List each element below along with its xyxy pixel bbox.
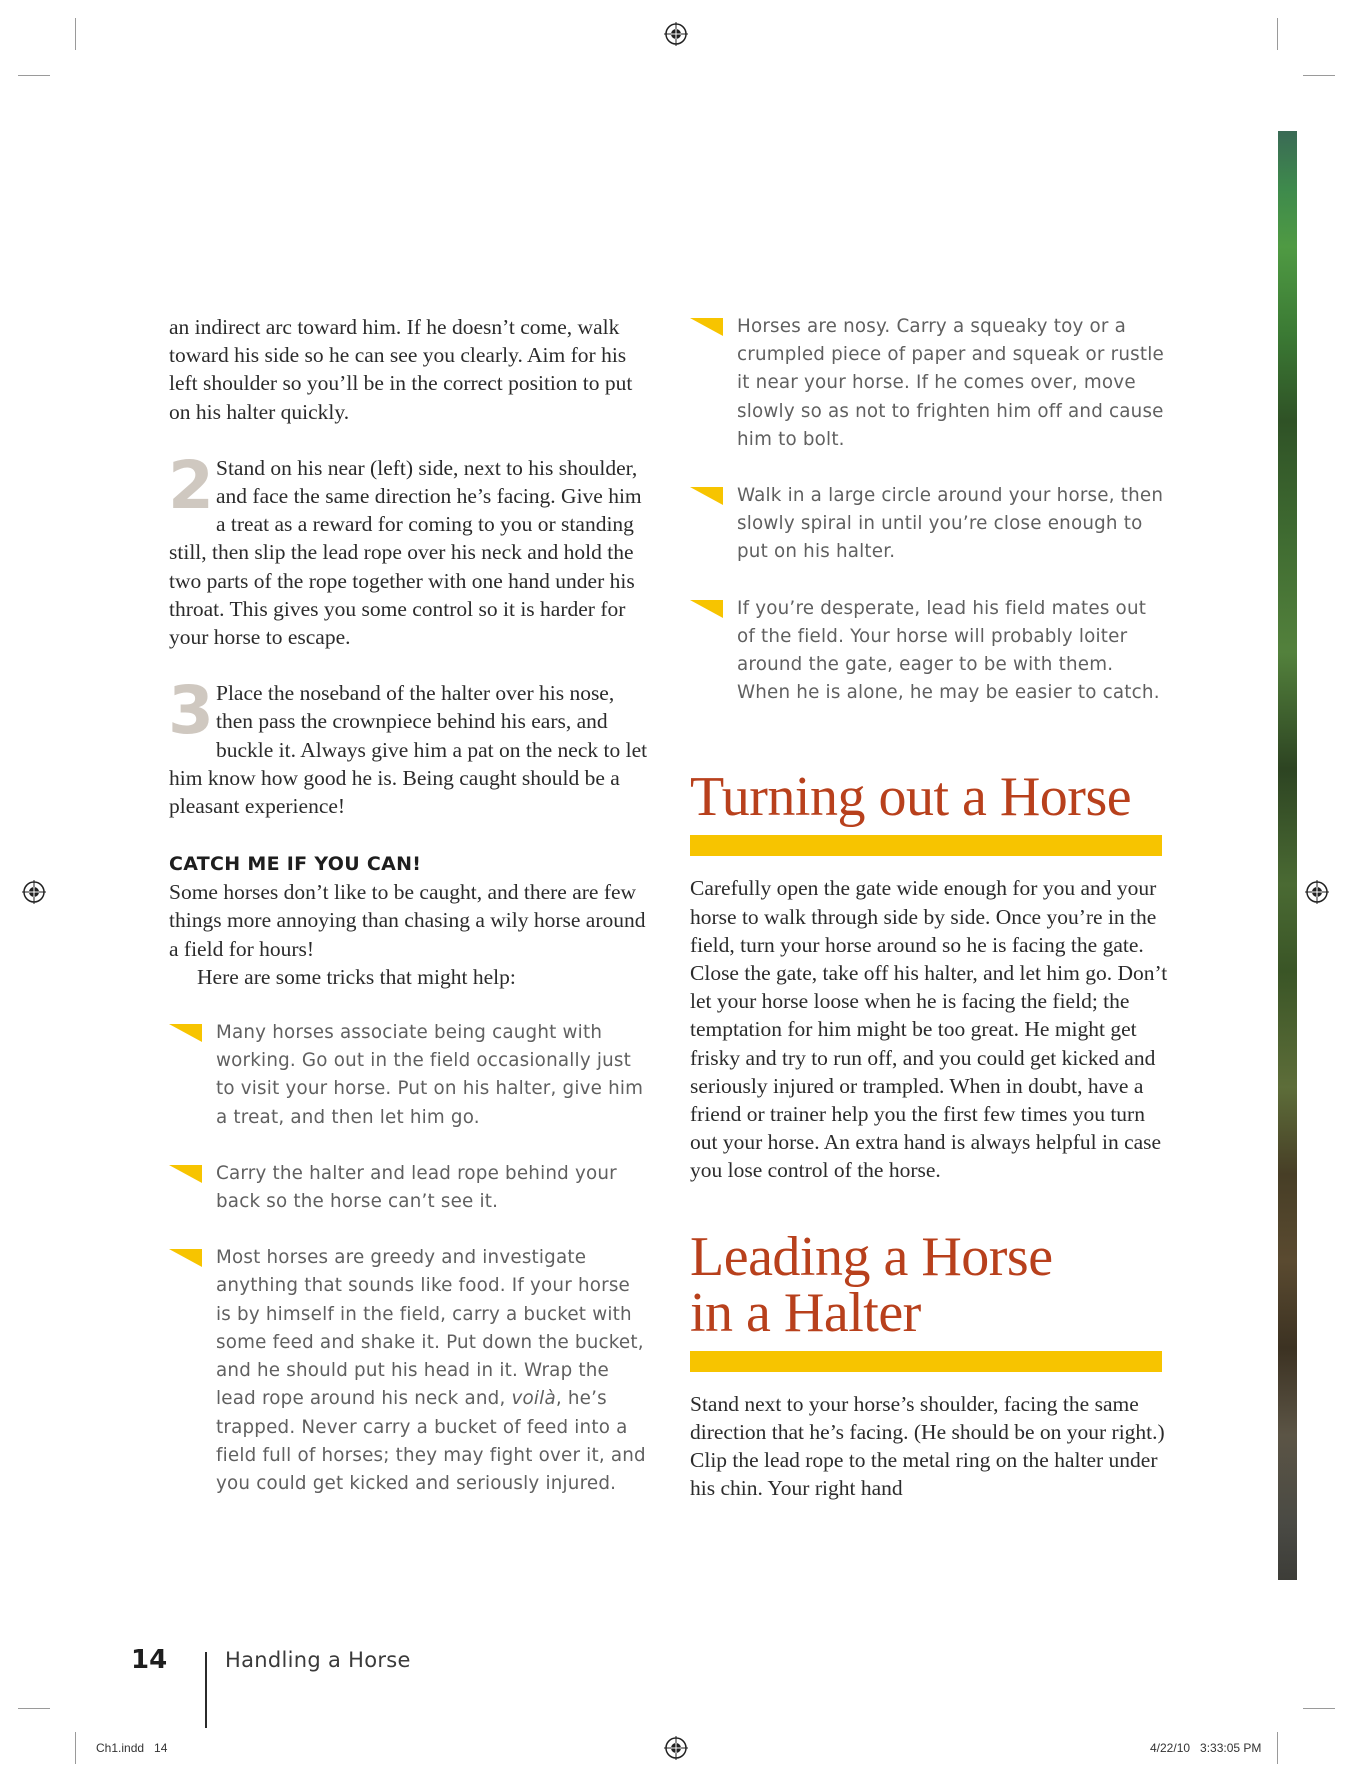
step-number: 3: [168, 672, 214, 750]
list-item: [169, 1019, 649, 1132]
registration-mark-top-icon: [664, 22, 688, 46]
intro-paragraph: an indirect arc toward him. If he doesn’t come, walk toward his side so he can see you clearly. Aim for his left shoulder so you’ll be in the correct position to put on his halter quickly.: [169, 315, 633, 424]
bullet-wedge-icon: [169, 1024, 202, 1042]
step-2: [168, 446, 649, 651]
bullet-text: Carry the halter and lead rope behind your back so the horse can’t see it.: [216, 1162, 617, 1213]
list-item: [169, 1160, 649, 1216]
leading-heading: [690, 1225, 1170, 1344]
left-column: [169, 313, 649, 1526]
step-text: Stand on his near (left) side, next to his shoulder, and face the same direction he’s facing. Give him a treat as a reward for coming to you or standing still, then slip the lead rope over his neck and hold the two parts of the rope together with one hand under his throat. This gives you some control so it is harder for your horse to escape.: [169, 455, 642, 650]
registration-mark-bottom-icon: [664, 1736, 688, 1760]
bullet-text: Many horses associate being caught with working. Go out in the field occasionally just to visit your horse. Put on his halter, give him a treat, and then let him go.: [216, 1022, 644, 1128]
bullet-wedge-icon: [690, 600, 723, 618]
leading-paragraph: Stand next to your horse’s shoulder, facing the same direction that he’s facing. (He should be on your right.) Clip the lead rope to the metal ring on the halter under his chin. Your right hand: [690, 1391, 1165, 1501]
bullet-text-italic: voilà: [511, 1388, 556, 1410]
bullet-text: [216, 1247, 646, 1494]
bullet-wedge-icon: [169, 1249, 202, 1267]
photo-bleed-strip: [1278, 131, 1297, 1580]
turning-out-section: [690, 766, 1170, 1184]
list-item: [690, 595, 1170, 708]
running-footer-title: Handling a Horse: [225, 1648, 411, 1672]
right-column: [690, 313, 1170, 1502]
footer-divider: [205, 1652, 207, 1728]
crop-mark-top-right-h: [1303, 75, 1335, 76]
catch-section-heading: CATCH ME IF YOU CAN!: [169, 853, 422, 876]
bullet-text: If you’re desperate, lead his field mates out of the field. Your horse will probably loiter around the gate, eager to be with them. When he is alone, he may be easier to catch.: [737, 597, 1160, 704]
step-3: [168, 672, 649, 820]
catch-tips-list: [169, 1019, 649, 1498]
list-item: [690, 482, 1170, 567]
crop-mark-bottom-right-v: [1277, 1732, 1278, 1764]
leading-heading-line1: Leading a Horse: [690, 1225, 1053, 1288]
bullet-text-start: Most horses are greedy and investigate anything that sounds like food. If your horse is by himself in the field, carry a bucket with some feed and shake it. Put down the bucket, and he should put his head in it. Wrap the lead rope around his neck and,: [216, 1247, 644, 1410]
page-number: 14: [131, 1645, 168, 1675]
bullet-text: Walk in a large circle around your horse, then slowly spiral in until you’re close enough to put on his halter.: [737, 485, 1164, 563]
crop-mark-top-left-v: [75, 18, 76, 50]
step-number: 2: [168, 446, 214, 524]
registration-mark-left-icon: [22, 880, 46, 904]
bullet-text: Horses are nosy. Carry a squeaky toy or a crumpled piece of paper and squeak or rustle it near your horse. If he comes over, move slowly so as not to frighten him off and cause him to bolt.: [737, 316, 1164, 450]
crop-mark-top-right-v: [1277, 18, 1278, 50]
slug-file-name: Ch1.indd 14: [96, 1741, 168, 1755]
crop-mark-bottom-right-h: [1303, 1708, 1335, 1709]
heading-underline-bar: [690, 1351, 1162, 1372]
turning-out-heading: Turning out a Horse: [690, 766, 1132, 829]
bullet-wedge-icon: [169, 1165, 202, 1183]
catch-section-paragraph: Some horses don’t like to be caught, and there are few things more annoying than chasing a wily horse around a field for hours!: [169, 880, 646, 961]
crop-mark-bottom-left-v: [75, 1732, 76, 1764]
heading-underline-bar: [690, 835, 1162, 856]
bullet-wedge-icon: [690, 318, 723, 336]
leading-heading-line2: in a Halter: [690, 1281, 921, 1344]
turning-out-paragraph: Carefully open the gate wide enough for you and your horse to walk through side by side. Once you’re in the field, turn your horse around so he is facing the gate. Close the gate, take off his halter, and let him go. Don’t let your horse loose when he is facing the field; the temptation for him might be too great. He might get frisky and try to run off, and you could get kicked and seriously injured or trampled. When in doubt, have a friend or trainer help you the first few times you turn out your horse. An extra hand is always helpful in case you lose control of the horse.: [690, 876, 1168, 1183]
list-item: [169, 1244, 649, 1498]
crop-mark-top-left-h: [18, 75, 50, 76]
more-tips-list: [690, 313, 1170, 707]
catch-section-lead-in: Here are some tricks that might help:: [197, 964, 516, 989]
registration-mark-right-icon: [1305, 880, 1329, 904]
list-item: [690, 313, 1170, 454]
slug-timestamp: 4/22/10 3:33:05 PM: [1150, 1741, 1262, 1755]
bullet-text-end: , he’s trapped. Never carry a bucket of feed into a field full of horses; they may fight over it, and you could get kicked and seriously injured.: [216, 1388, 646, 1494]
crop-mark-bottom-left-h: [18, 1708, 50, 1709]
bullet-wedge-icon: [690, 487, 723, 505]
leading-section: [690, 1225, 1170, 1503]
step-text: Place the noseband of the halter over his nose, then pass the crownpiece behind his ears, and buckle it. Always give him a pat on the neck to let him know how good he is. Being caught should be a pleasant experience!: [169, 681, 648, 819]
